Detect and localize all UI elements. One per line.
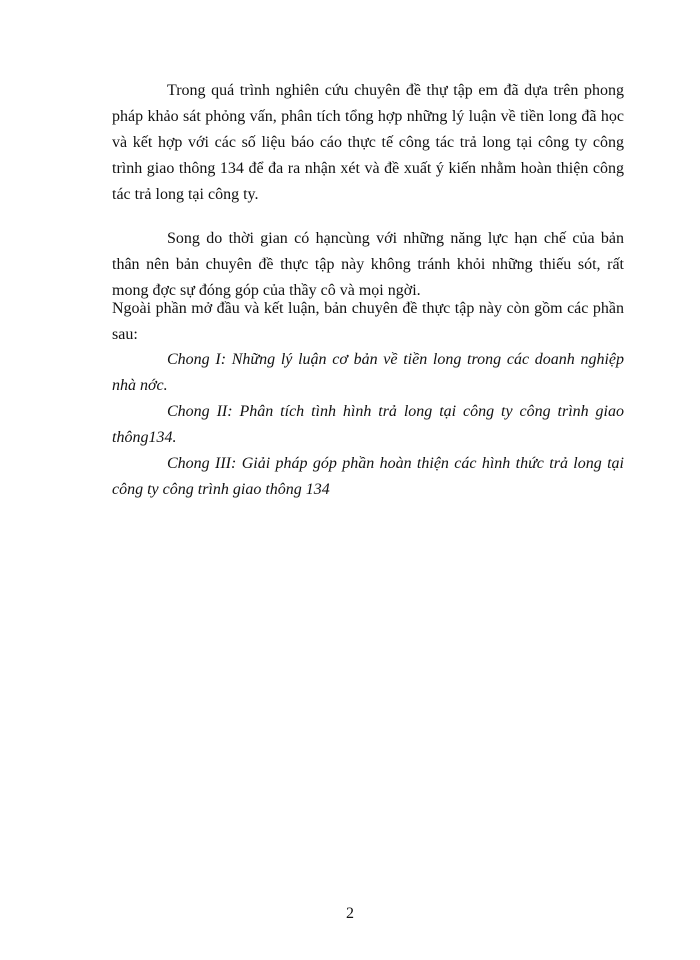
paragraph-limitations: Song do thời gian có hạncùng với những năng lực hạn chế của bản thân nên bản chuyên đề thực tập này không tránh khỏi những thiếu sót, rất mong đợc sự đóng góp của thầy cô và mọi ngời. xyxy=(112,230,624,299)
paragraph-structure-intro: Ngoài phần mở đầu và kết luận, bản chuyên đề thực tập này còn gồm các phần sau: xyxy=(112,300,624,343)
page-number: 2 xyxy=(346,905,354,922)
paragraph-research-method: Trong quá trình nghiên cứu chuyên đề thự tập em đã dựa trên phong pháp khảo sát phỏng vấn, phân tích tổng hợp những lý luận về tiền long đã học và kết hợp với các số liệu báo cáo thực tế công tác trả long tại công ty công trình giao thông 134 để đa ra nhận xét và đề xuất ý kiến nhằm hoàn thiện công tác trả long tại công ty. xyxy=(112,82,624,203)
chapter-3-title: Chong III: Giải pháp góp phần hoàn thiện các hình thức trả long tại công ty công trình giao thông 134 xyxy=(112,455,624,498)
chapter-2-title: Chong II: Phân tích tình hình trả long tại công ty công trình giao thông134. xyxy=(112,403,624,446)
chapter-1-title: Chong I: Những lý luận cơ bản về tiền long trong các doanh nghiệp nhà nớc. xyxy=(112,351,624,394)
